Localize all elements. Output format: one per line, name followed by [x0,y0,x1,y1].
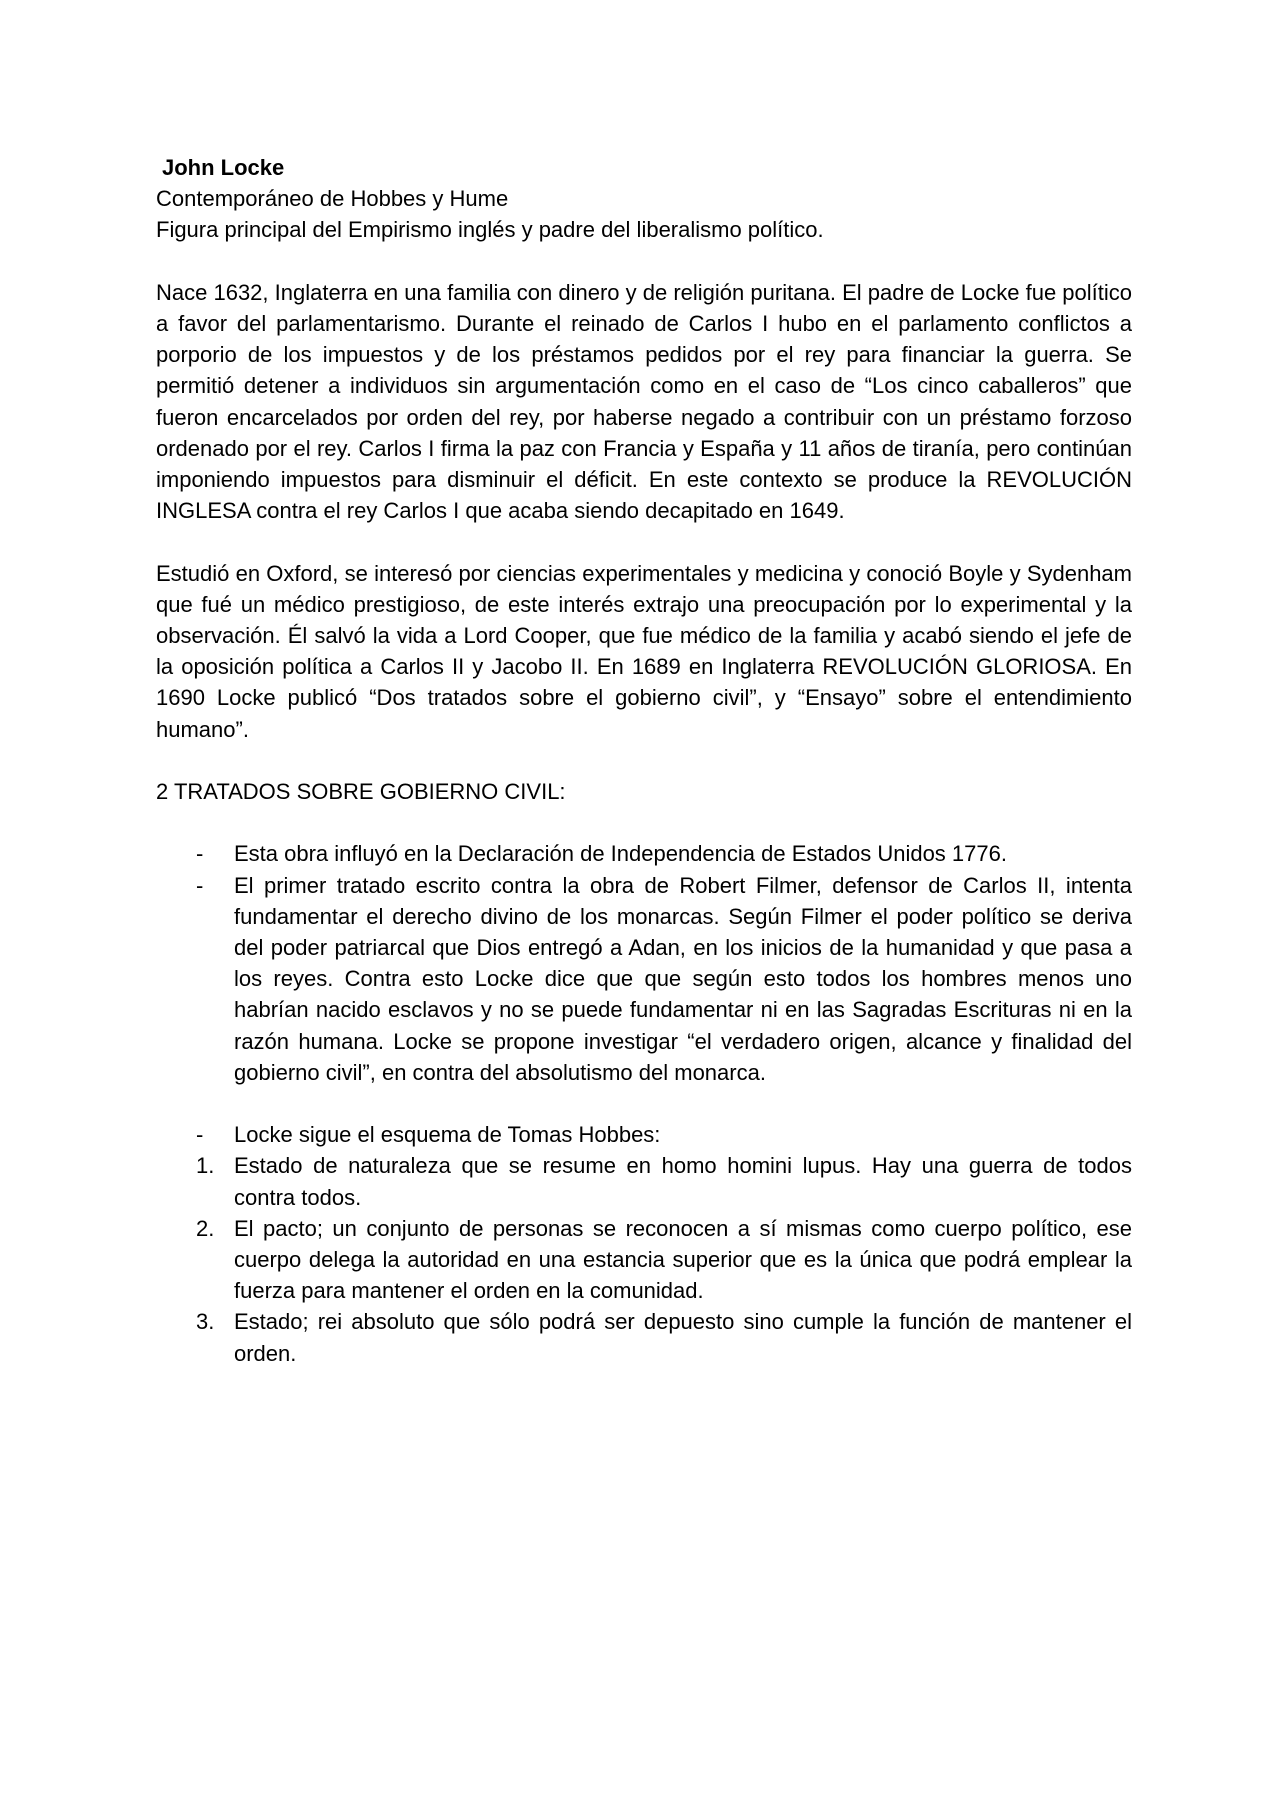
list-marker: 3. [196,1309,215,1335]
list-item [156,838,1132,869]
list-item-text: El pacto; un conjunto de personas se reconocen a sí mismas como cuerpo político, ese cuerpo delega la autoridad en una estancia superior que es la única que podrá emplear la fuerza para mantener el orden en la comunidad. [234,1215,1132,1304]
spacer [156,807,1132,838]
list-marker: - [196,841,204,867]
document-title: John Locke [162,155,285,180]
spacer [156,526,1132,557]
spacer [156,745,1132,776]
list-item-text: Locke sigue el esquema de Tomas Hobbes: [234,1122,661,1148]
subtitle-line: Figura principal del Empirismo inglés y padre del liberalismo político. [156,217,824,243]
education-paragraph: Estudió en Oxford, se interesó por ciencias experimentales y medicina y conoció Boyle y Sydenham que fué un médico prestigioso, de este interés extrajo una preocupación por lo experimental y la observación. Él salvó la vida a Lord Cooper, que fue médico de la familia y acabó siendo el jefe de la oposición política a Carlos II y Jacobo II. En 1689 en Inglaterra REVOLUCIÓN GLORIOSA. En 1690 Locke publicó “Dos tratados sobre el gobierno civil”, y “Ensayo” sobre el entendimiento humano”. [156,560,1132,742]
spacer [156,1088,1132,1119]
list-item-text: Estado; rei absoluto que sólo podrá ser depuesto sino cumple la función de mantener el orden. [234,1309,1132,1366]
list-item [156,1119,1132,1150]
list-marker: 1. [196,1153,215,1179]
subtitle-line: Contemporáneo de Hobbes y Hume [156,186,509,212]
list-item-text: Estado de naturaleza que se resume en homo homini lupus. Hay una guerra de todos contra todos. [234,1153,1132,1210]
numbered-list [156,1119,1132,1369]
bullet-list [156,838,1132,1088]
list-marker: - [196,872,204,898]
list-item-text: El primer tratado escrito contra la obra de Robert Filmer, defensor de Carlos II, intenta fundamentar el derecho divino de los monarcas. Según Filmer el poder político se deriva del poder patriarcal que Dios entregó a Adan, en los inicios de la humanidad y que pasa a los reyes. Contra esto Locke dice que que según esto todos los hombres menos uno habrían nacido esclavos y no se puede fundamentar ni en las Sagradas Escrituras ni en la razón humana. Locke se propone investigar “el verdadero origen, alcance y finalidad del gobierno civil”, en contra del absolutismo del monarca. [234,872,1132,1085]
biography-paragraph: Nace 1632, Inglaterra en una familia con dinero y de religión puritana. El padre de Locke fue político a favor del parlamentarismo. Durante el reinado de Carlos I hubo en el parlamento conflictos a porporio de los impuestos y de los préstamos pedidos por el rey para financiar la guerra. Se permitió detener a individuos sin argumentación como en el caso de “Los cinco caballeros” que fueron encarcelados por orden del rey, por haberse negado a contribuir con un préstamo forzoso ordenado por el rey. Carlos I firma la paz con Francia y España y 11 años de tiranía, pero continúan imponiendo impuestos para disminuir el déficit. En este contexto se produce la REVOLUCIÓN INGLESA contra el rey Carlos I que acaba siendo decapitado en 1649. [156,279,1132,524]
list-marker: - [196,1122,204,1148]
list-item [156,1213,1132,1307]
document-page [156,152,1132,1369]
list-item [156,1150,1132,1212]
list-item-text: Esta obra influyó en la Declaración de Independencia de Estados Unidos 1776. [234,841,1007,867]
section-heading: 2 TRATADOS SOBRE GOBIERNO CIVIL: [156,779,566,805]
spacer [156,246,1132,277]
list-item [156,870,1132,1088]
list-item [156,1306,1132,1368]
list-marker: 2. [196,1215,215,1241]
